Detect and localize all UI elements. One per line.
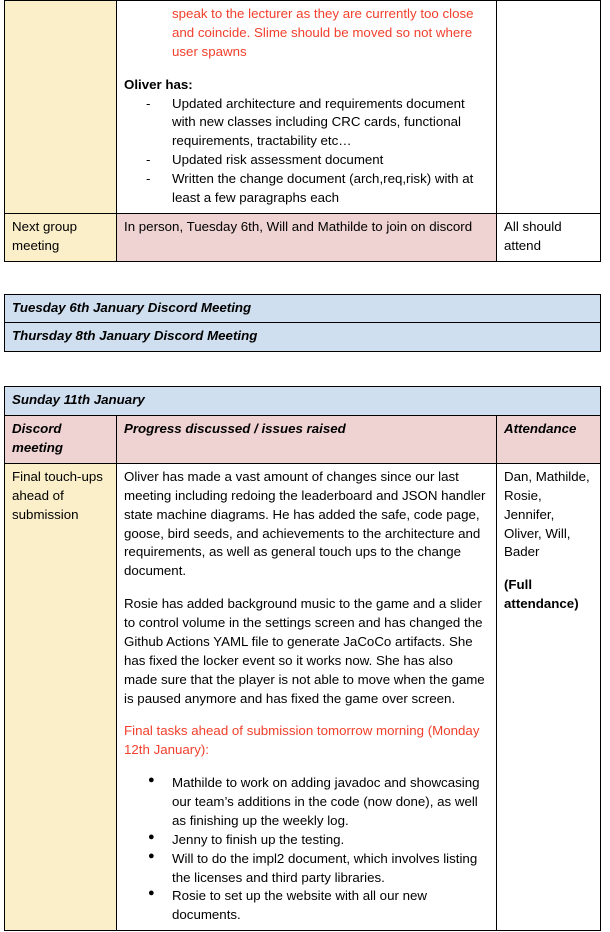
cell-attendance-continued: [497, 1, 601, 214]
red-continued-text: speak to the lecturer as they are currently too close and coincide. Slime should be moved so not where user spawns: [172, 6, 474, 59]
cell-next-meeting-label: Next group meeting: [5, 213, 117, 261]
list-item: - Updated risk assessment document: [146, 151, 489, 170]
cell-final-touchups-label: Final touch-ups ahead of submission: [5, 463, 117, 930]
list-item: ● Will to do the impl2 document, which involves listing the licenses and third party libraries.: [146, 850, 489, 888]
list-item: - Written the change document (arch,req,risk) with at least a few paragraphs each: [146, 170, 489, 208]
progress-paragraph-2: Rosie has added background music to the game and a slider to control volume in the settings screen and has changed the Github Actions YAML file to generate JaCoCo artifacts. She has fixed the locker event so it works now. She has also made sure that the player is not able to move when the game is paused anymore and has fixed the game over screen.: [124, 596, 485, 706]
table-row: [5, 213, 601, 261]
table-row: [5, 323, 601, 352]
final-tasks-list: [124, 774, 489, 925]
cell-topic-continued: [5, 1, 117, 214]
column-header-attendance: Attendance: [497, 416, 601, 464]
cell-final-touchups-progress: [117, 463, 497, 930]
table-row: [5, 387, 601, 416]
column-header-progress: Progress discussed / issues raised: [117, 416, 497, 464]
list-item: ● Jenny to finish up the testing.: [146, 831, 489, 850]
table-row: [5, 294, 601, 323]
list-item: ● Mathilde to work on adding javadoc and showcasing our team’s additions in the code (now done), as well as finishing up the weekly log.: [146, 774, 489, 831]
cell-progress-continued: [117, 1, 497, 214]
table-row: [5, 463, 601, 930]
list-item: - Updated architecture and requirements document with new classes including CRC cards, functional requirements, tractability etc…: [146, 95, 489, 152]
final-tasks-heading: Final tasks ahead of submission tomorrow morning (Monday 12th January):: [124, 723, 480, 758]
sunday-meeting-table: [4, 386, 601, 931]
sunday-date-header: Sunday 11th January: [5, 387, 601, 416]
discord-meetings-table: [4, 294, 601, 353]
column-header-discord-meeting: Discord meeting: [5, 416, 117, 464]
list-item: ● Rosie to set up the website with all our new documents.: [146, 887, 489, 925]
cell-next-meeting-details: In person, Tuesday 6th, Will and Mathilde to join on discord: [117, 213, 497, 261]
table-row: [5, 1, 601, 214]
progress-paragraph-1: Oliver has made a vast amount of changes since our last meeting including redoing the leaderboard and JSON handler state machine diagrams. He has added the safe, code page, goose, bird seeds, and achievements to the architecture and requirements, as well as general touch ups to the change document.: [124, 468, 486, 579]
oliver-heading: Oliver has:: [124, 76, 193, 92]
cell-next-meeting-attendance: All should attend: [497, 213, 601, 261]
oliver-task-list: [124, 95, 489, 208]
attendance-note: (Full attendance): [504, 577, 579, 612]
cell-final-touchups-attendance: [497, 463, 601, 930]
attendance-names: Dan, Mathilde, Rosie, Jennifer, Oliver, Will, Bader: [504, 468, 590, 560]
table-gap-1: [4, 262, 606, 294]
meeting-table-continued: [4, 0, 601, 262]
discord-meeting-thursday: Thursday 8th January Discord Meeting: [5, 323, 601, 352]
table-gap-2: [4, 352, 606, 386]
table-header-row: [5, 416, 601, 464]
discord-meeting-tuesday: Tuesday 6th January Discord Meeting: [5, 294, 601, 323]
